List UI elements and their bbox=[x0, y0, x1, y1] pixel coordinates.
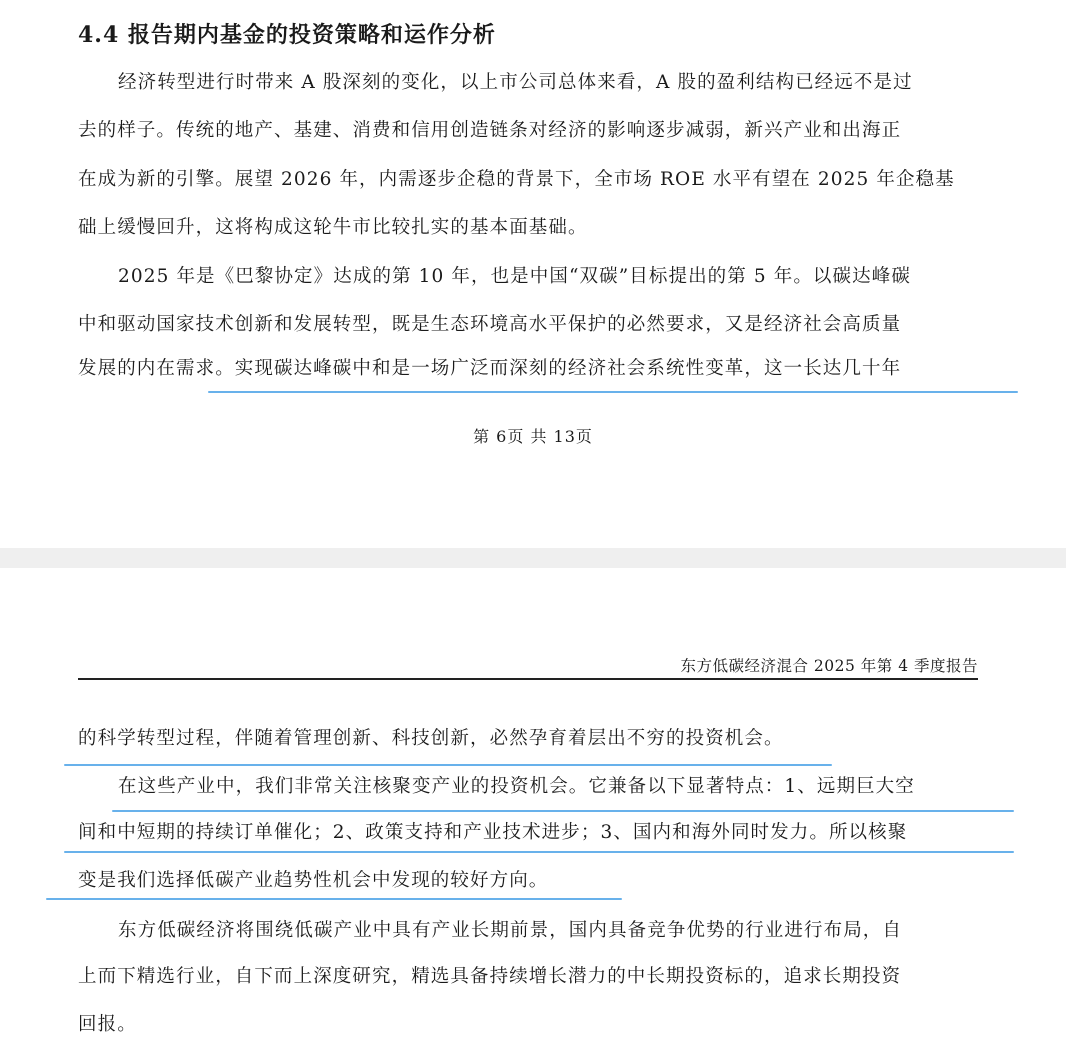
highlight-underline bbox=[208, 391, 1018, 393]
paragraph-line: 的科学转型过程，伴随着管理创新、科技创新，必然孕育着层出不穷的投资机会。 bbox=[78, 728, 784, 749]
paragraph-line: 去的样子。传统的地产、基建、消费和信用创造链条对经济的影响逐步减弱，新兴产业和出海正 bbox=[78, 120, 902, 141]
paragraph-line: 础上缓慢回升，这将构成这轮牛市比较扎实的基本面基础。 bbox=[78, 217, 588, 238]
report-header: 东方低碳经济混合 2025 年第 4 季度报告 bbox=[680, 657, 978, 675]
highlight-underline bbox=[64, 851, 1014, 853]
paragraph-line: 中和驱动国家技术创新和发展转型，既是生态环境高水平保护的必然要求，又是经济社会高质量 bbox=[78, 314, 902, 335]
paragraph-line: 2025 年是《巴黎协定》达成的第 10 年，也是中国“双碳”目标提出的第 5 年。以碳达峰碳 bbox=[118, 266, 911, 287]
paragraph-line: 变是我们选择低碳产业趋势性机会中发现的较好方向。 bbox=[78, 870, 549, 891]
paragraph-line: 间和中短期的持续订单催化；2、政策支持和产业技术进步；3、国内和海外同时发力。所以核聚 bbox=[78, 822, 908, 843]
paragraph-line: 在成为新的引擎。展望 2026 年，内需逐步企稳的背景下，全市场 ROE 水平有望在 2025 年企稳基 bbox=[78, 169, 955, 190]
paragraph-line: 发展的内在需求。实现碳达峰碳中和是一场广泛而深刻的经济社会系统性变革，这一长达几十年 bbox=[78, 358, 902, 379]
section-title: 4.4 报告期内基金的投资策略和运作分析 bbox=[78, 22, 496, 48]
page-separator bbox=[0, 548, 1066, 568]
highlight-underline bbox=[46, 898, 622, 900]
paragraph-line: 东方低碳经济将围绕低碳产业中具有产业长期前景，国内具备竞争优势的行业进行布局，自 bbox=[118, 920, 903, 941]
highlight-underline bbox=[64, 764, 832, 766]
header-rule bbox=[78, 678, 978, 680]
highlight-underline bbox=[112, 810, 1014, 812]
paragraph-line: 经济转型进行时带来 A 股深刻的变化，以上市公司总体来看，A 股的盈利结构已经远不是过 bbox=[118, 72, 913, 93]
paragraph-line: 回报。 bbox=[78, 1014, 137, 1035]
page-footer: 第 6页 共 13页 bbox=[473, 427, 593, 446]
document-page-7 bbox=[0, 568, 1066, 1058]
paragraph-line: 在这些产业中，我们非常关注核聚变产业的投资机会。它兼备以下显著特点：1、远期巨大空 bbox=[118, 776, 915, 797]
paragraph-line: 上而下精选行业，自下而上深度研究，精选具备持续增长潜力的中长期投资标的，追求长期投资 bbox=[78, 966, 902, 987]
